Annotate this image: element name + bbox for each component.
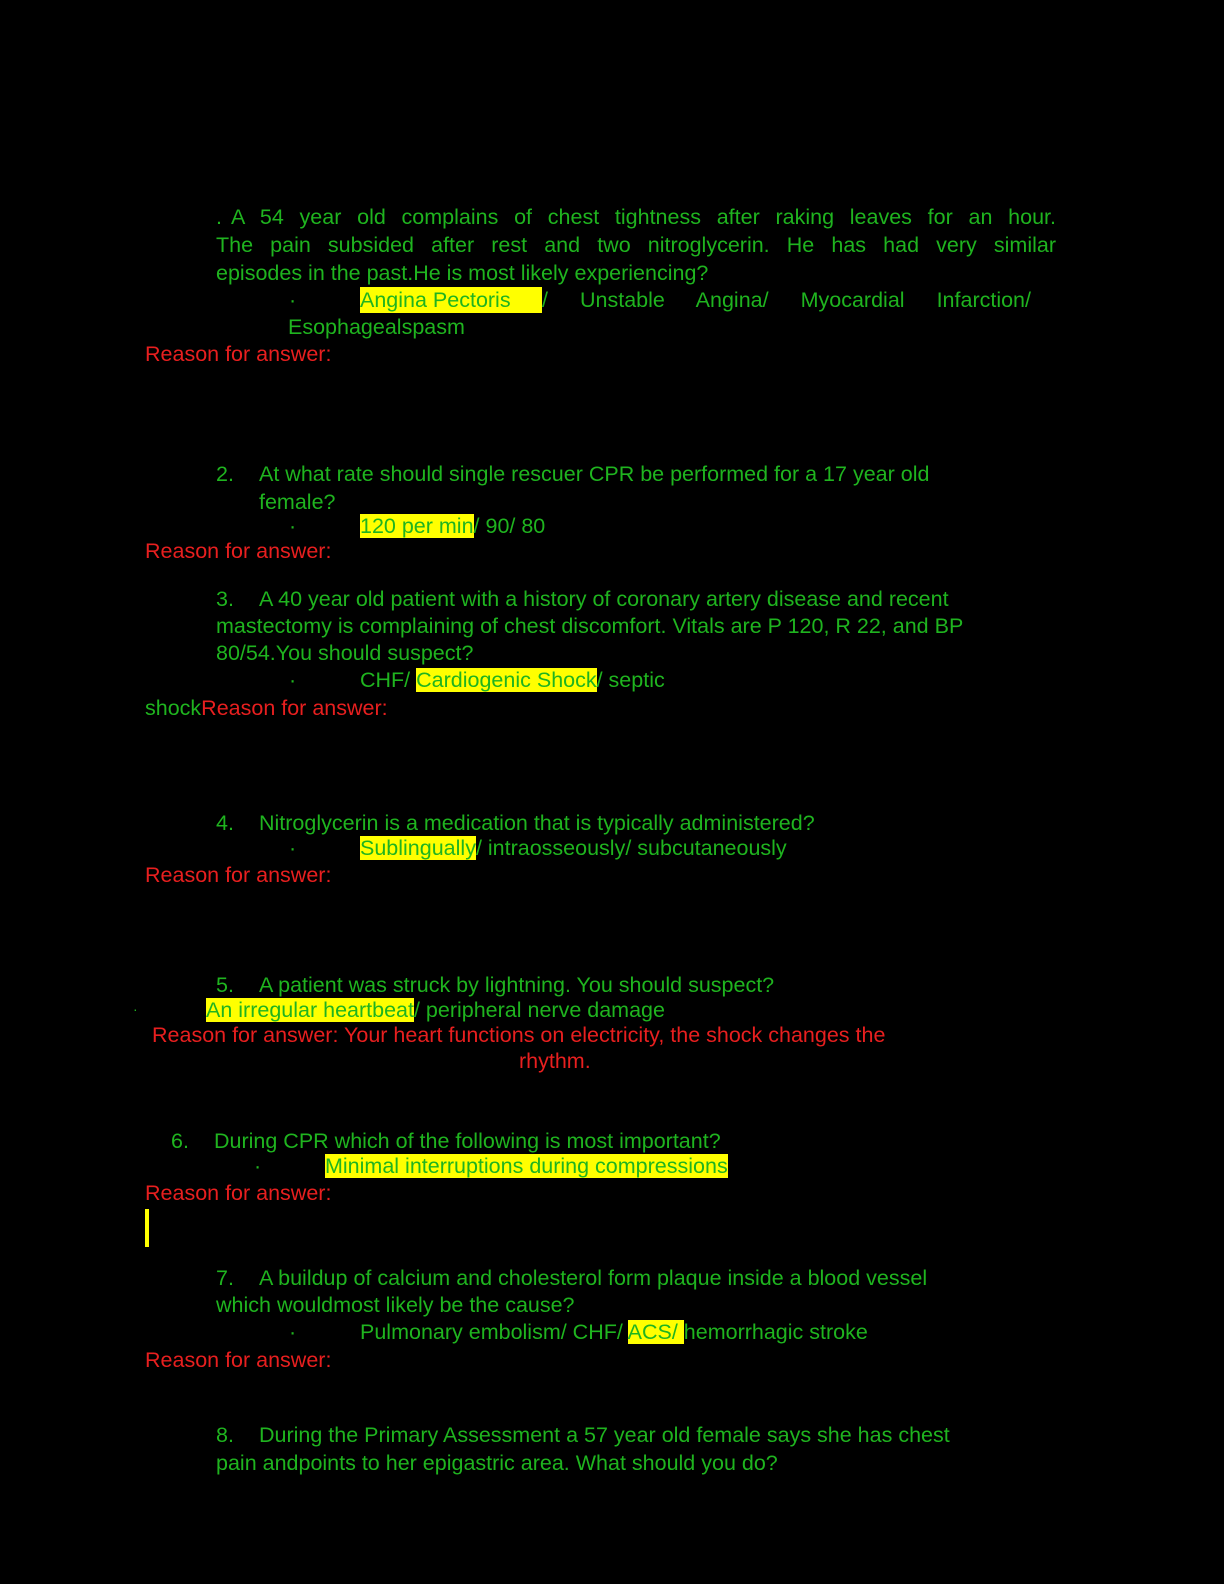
question-4-options (360, 835, 787, 861)
question-1-line-1 (216, 204, 1056, 230)
bullet-icon: · (289, 1320, 297, 1344)
question-5-other-options: / peripheral nerve damage (413, 998, 665, 1022)
question-1-text-line-2: The pain subsided after rest and two nitroglycerin. He has had very similar (216, 233, 1056, 257)
question-4-answer: Sublingually (360, 836, 476, 860)
question-2-text-line-2: female? (259, 490, 336, 514)
question-2-reason-label: Reason for answer: (145, 539, 332, 563)
question-1-options (360, 287, 1031, 313)
question-3-options (360, 667, 665, 693)
question-1-options-line-2: Esophagealspasm (288, 315, 465, 339)
question-3-reason-row (145, 695, 388, 721)
question-5-number: 5. (216, 973, 234, 997)
question-2-other-options: / 90/ 80 (473, 514, 546, 538)
question-1-prefix: . (216, 205, 222, 229)
question-4-number: 4. (216, 811, 234, 835)
question-6-text-line-1: During CPR which of the following is most important? (214, 1129, 721, 1153)
bullet-icon: · (289, 836, 297, 860)
question-2-answer: 120 per min (360, 514, 474, 538)
question-7-reason-label: Reason for answer: (145, 1348, 332, 1372)
question-7-other-options: hemorrhagic stroke (683, 1320, 868, 1344)
question-3-reason-label: Reason for answer: (201, 696, 388, 720)
question-6-number: 6. (171, 1129, 189, 1153)
question-7-number: 7. (216, 1266, 234, 1290)
question-7-text-line-1: A buildup of calcium and cholesterol form plaque inside a blood vessel (259, 1266, 928, 1290)
question-3-text-line-3: 80/54.You should suspect? (216, 641, 474, 665)
question-5-options (206, 997, 665, 1023)
question-8-number: 8. (216, 1423, 234, 1447)
bullet-icon: · (289, 288, 297, 312)
question-7-options (360, 1319, 868, 1345)
question-1-answer-highlight (360, 287, 542, 313)
question-5-reason-line-1: Reason for answer: Your heart functions on electricity, the shock changes the (152, 1023, 886, 1047)
question-3-answer: Cardiogenic Shock (416, 668, 597, 692)
question-3-text-line-1: A 40 year old patient with a history of coronary artery disease and recent (259, 587, 949, 611)
question-7-option-pre: Pulmonary embolism/ CHF/ (360, 1320, 628, 1344)
question-2-text-line-1: At what rate should single rescuer CPR be performed for a 17 year old (259, 462, 930, 486)
question-4-reason-label: Reason for answer: (145, 863, 332, 887)
question-2-number: 2. (216, 462, 234, 486)
question-1-text-line-1: A 54 year old complains of chest tightness after raking leaves for an hour. (230, 205, 1056, 229)
question-7-text-line-2: which wouldmost likely be the cause? (216, 1293, 575, 1317)
question-7-answer: ACS/ (627, 1320, 684, 1344)
question-3-option-wrap: shock (145, 696, 202, 720)
question-3-other-options: / septic (596, 668, 665, 692)
question-3-option-chf: CHF/ (360, 668, 417, 692)
question-6-answer: Minimal interruptions during compressions (325, 1154, 728, 1178)
question-1-answer: Angina Pectoris (360, 288, 511, 312)
text-cursor-highlight (145, 1209, 149, 1247)
question-6-reason-label: Reason for answer: (145, 1181, 332, 1205)
question-2-options (360, 513, 545, 539)
question-1-other-options: / Unstable Angina/ Myocardial Infarction/ (542, 288, 1031, 312)
question-8-text-line-2: pain andpoints to her epigastric area. What should you do? (216, 1451, 778, 1475)
question-5-answer: An irregular heartbeat (206, 998, 414, 1022)
question-1-reason-label: Reason for answer: (145, 342, 332, 366)
bullet-icon: · (254, 1154, 262, 1178)
question-1-text-line-3: episodes in the past.He is most likely experiencing? (216, 261, 709, 285)
question-3-text-line-2: mastectomy is complaining of chest discomfort. Vitals are P 120, R 22, and BP (216, 614, 964, 638)
question-3-number: 3. (216, 587, 234, 611)
question-5-reason-line-2: rhythm. (519, 1049, 591, 1073)
question-5-text-line-1: A patient was struck by lightning. You should suspect? (259, 973, 775, 997)
question-4-other-options: / intraosseously/ subcutaneously (475, 836, 787, 860)
bullet-icon: · (289, 668, 297, 692)
question-8-text-line-1: During the Primary Assessment a 57 year old female says she has chest (259, 1423, 950, 1447)
question-6-options (325, 1153, 728, 1179)
bullet-icon: · (289, 514, 297, 538)
question-4-text-line-1: Nitroglycerin is a medication that is typically administered? (259, 811, 815, 835)
bullet-icon: · (133, 1001, 138, 1017)
